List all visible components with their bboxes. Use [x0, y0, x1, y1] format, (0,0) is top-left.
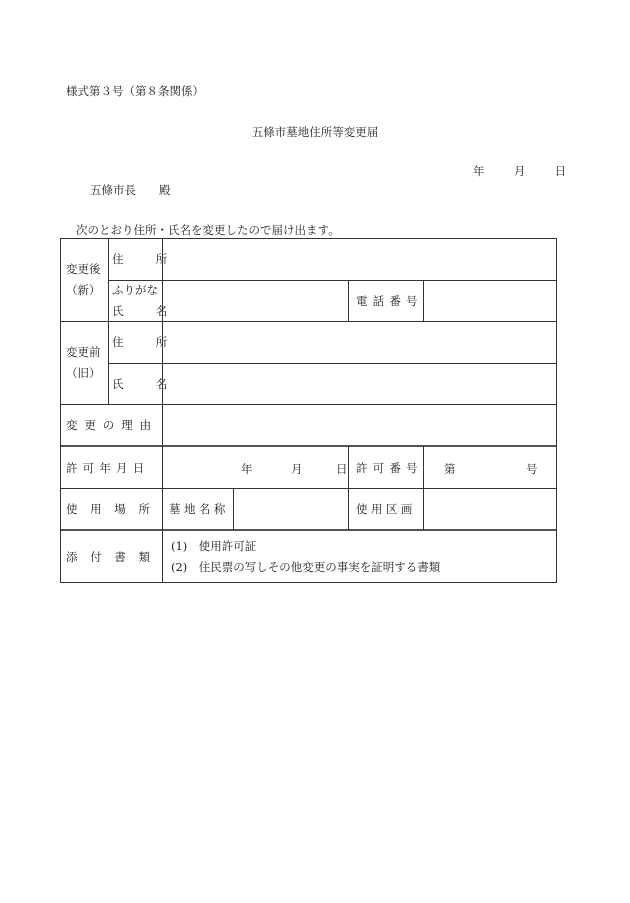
- table-border-right: [556, 238, 557, 583]
- after-furigana-label: ふりがな: [112, 282, 158, 297]
- before-change-label: [66, 342, 101, 384]
- use-section-label-text: 使用区画: [356, 502, 416, 516]
- before-change-label-2: （旧）: [66, 366, 101, 380]
- cemetery-name-label: [169, 488, 229, 530]
- reason-field[interactable]: [163, 405, 555, 444]
- before-address-label-text: 住 所: [112, 335, 178, 349]
- after-address-label-text: 住 所: [112, 252, 178, 266]
- before-address-field[interactable]: [163, 322, 555, 362]
- use-section-field[interactable]: [424, 489, 555, 529]
- permit-date-day: 日: [336, 462, 348, 476]
- attachment-item: (1) 使用許可証: [171, 538, 257, 553]
- after-address-field[interactable]: [163, 239, 555, 279]
- attachments-list: [171, 531, 440, 582]
- date-month-label: 月: [513, 164, 526, 178]
- permit-number-prefix: 第: [444, 462, 456, 476]
- phone-field[interactable]: [424, 281, 555, 320]
- intro-text: 次のとおり住所・氏名を変更したので届け出ます。: [76, 223, 340, 237]
- permit-date-field[interactable]: [163, 447, 347, 488]
- reason-label: [66, 404, 158, 445]
- permit-date-label-text: 許可年月日: [66, 460, 150, 475]
- phone-label: [356, 280, 423, 321]
- cemetery-name-label-text: 墓地名称: [169, 502, 229, 516]
- location-label: [66, 488, 163, 530]
- table-rule-vertical: [108, 238, 109, 404]
- before-change-label-1: 変更前: [66, 345, 101, 359]
- attachments-label-text: 添付書類: [66, 549, 163, 564]
- date-day-label: 日: [554, 164, 567, 178]
- permit-date-month: 月: [291, 462, 303, 476]
- after-name-field[interactable]: [163, 281, 347, 320]
- permit-number-label-text: 許可番号: [356, 460, 423, 475]
- after-change-label-2: （新）: [66, 283, 101, 297]
- table-border-bottom: [60, 582, 557, 583]
- after-change-label: [66, 259, 101, 301]
- cemetery-name-field[interactable]: [234, 489, 347, 529]
- table-rule-vertical: [348, 280, 349, 321]
- date-year-label: 年: [473, 164, 485, 178]
- permit-number-suffix: 号: [526, 462, 538, 476]
- permit-number-field[interactable]: [424, 447, 555, 488]
- table-border-left: [60, 238, 61, 583]
- attachments-label: [66, 531, 163, 582]
- page-title: 五條市墓地住所等変更届: [251, 125, 379, 139]
- addressee: 五條市長 殿: [90, 183, 171, 197]
- form-number: 様式第３号（第８条関係）: [66, 84, 204, 98]
- attachment-item: (2) 住民票の写しその他変更の事実を証明する書類: [171, 559, 441, 574]
- after-name-label-text: 氏 名: [112, 303, 178, 318]
- permit-date-year: 年: [241, 462, 253, 476]
- before-name-label-text: 氏 名: [112, 376, 178, 391]
- location-label-text: 使用場所: [66, 502, 163, 516]
- permit-number-label: [356, 447, 423, 488]
- use-section-label: [356, 488, 416, 530]
- before-name-field[interactable]: [163, 364, 555, 403]
- after-change-label-1: 変更後: [66, 262, 101, 276]
- phone-label-text: 電話番号: [356, 293, 423, 308]
- reason-label-text: 変更の理由: [66, 417, 158, 432]
- table-rule-vertical: [348, 446, 349, 530]
- permit-date-label: [66, 447, 149, 488]
- date-line: [473, 163, 566, 179]
